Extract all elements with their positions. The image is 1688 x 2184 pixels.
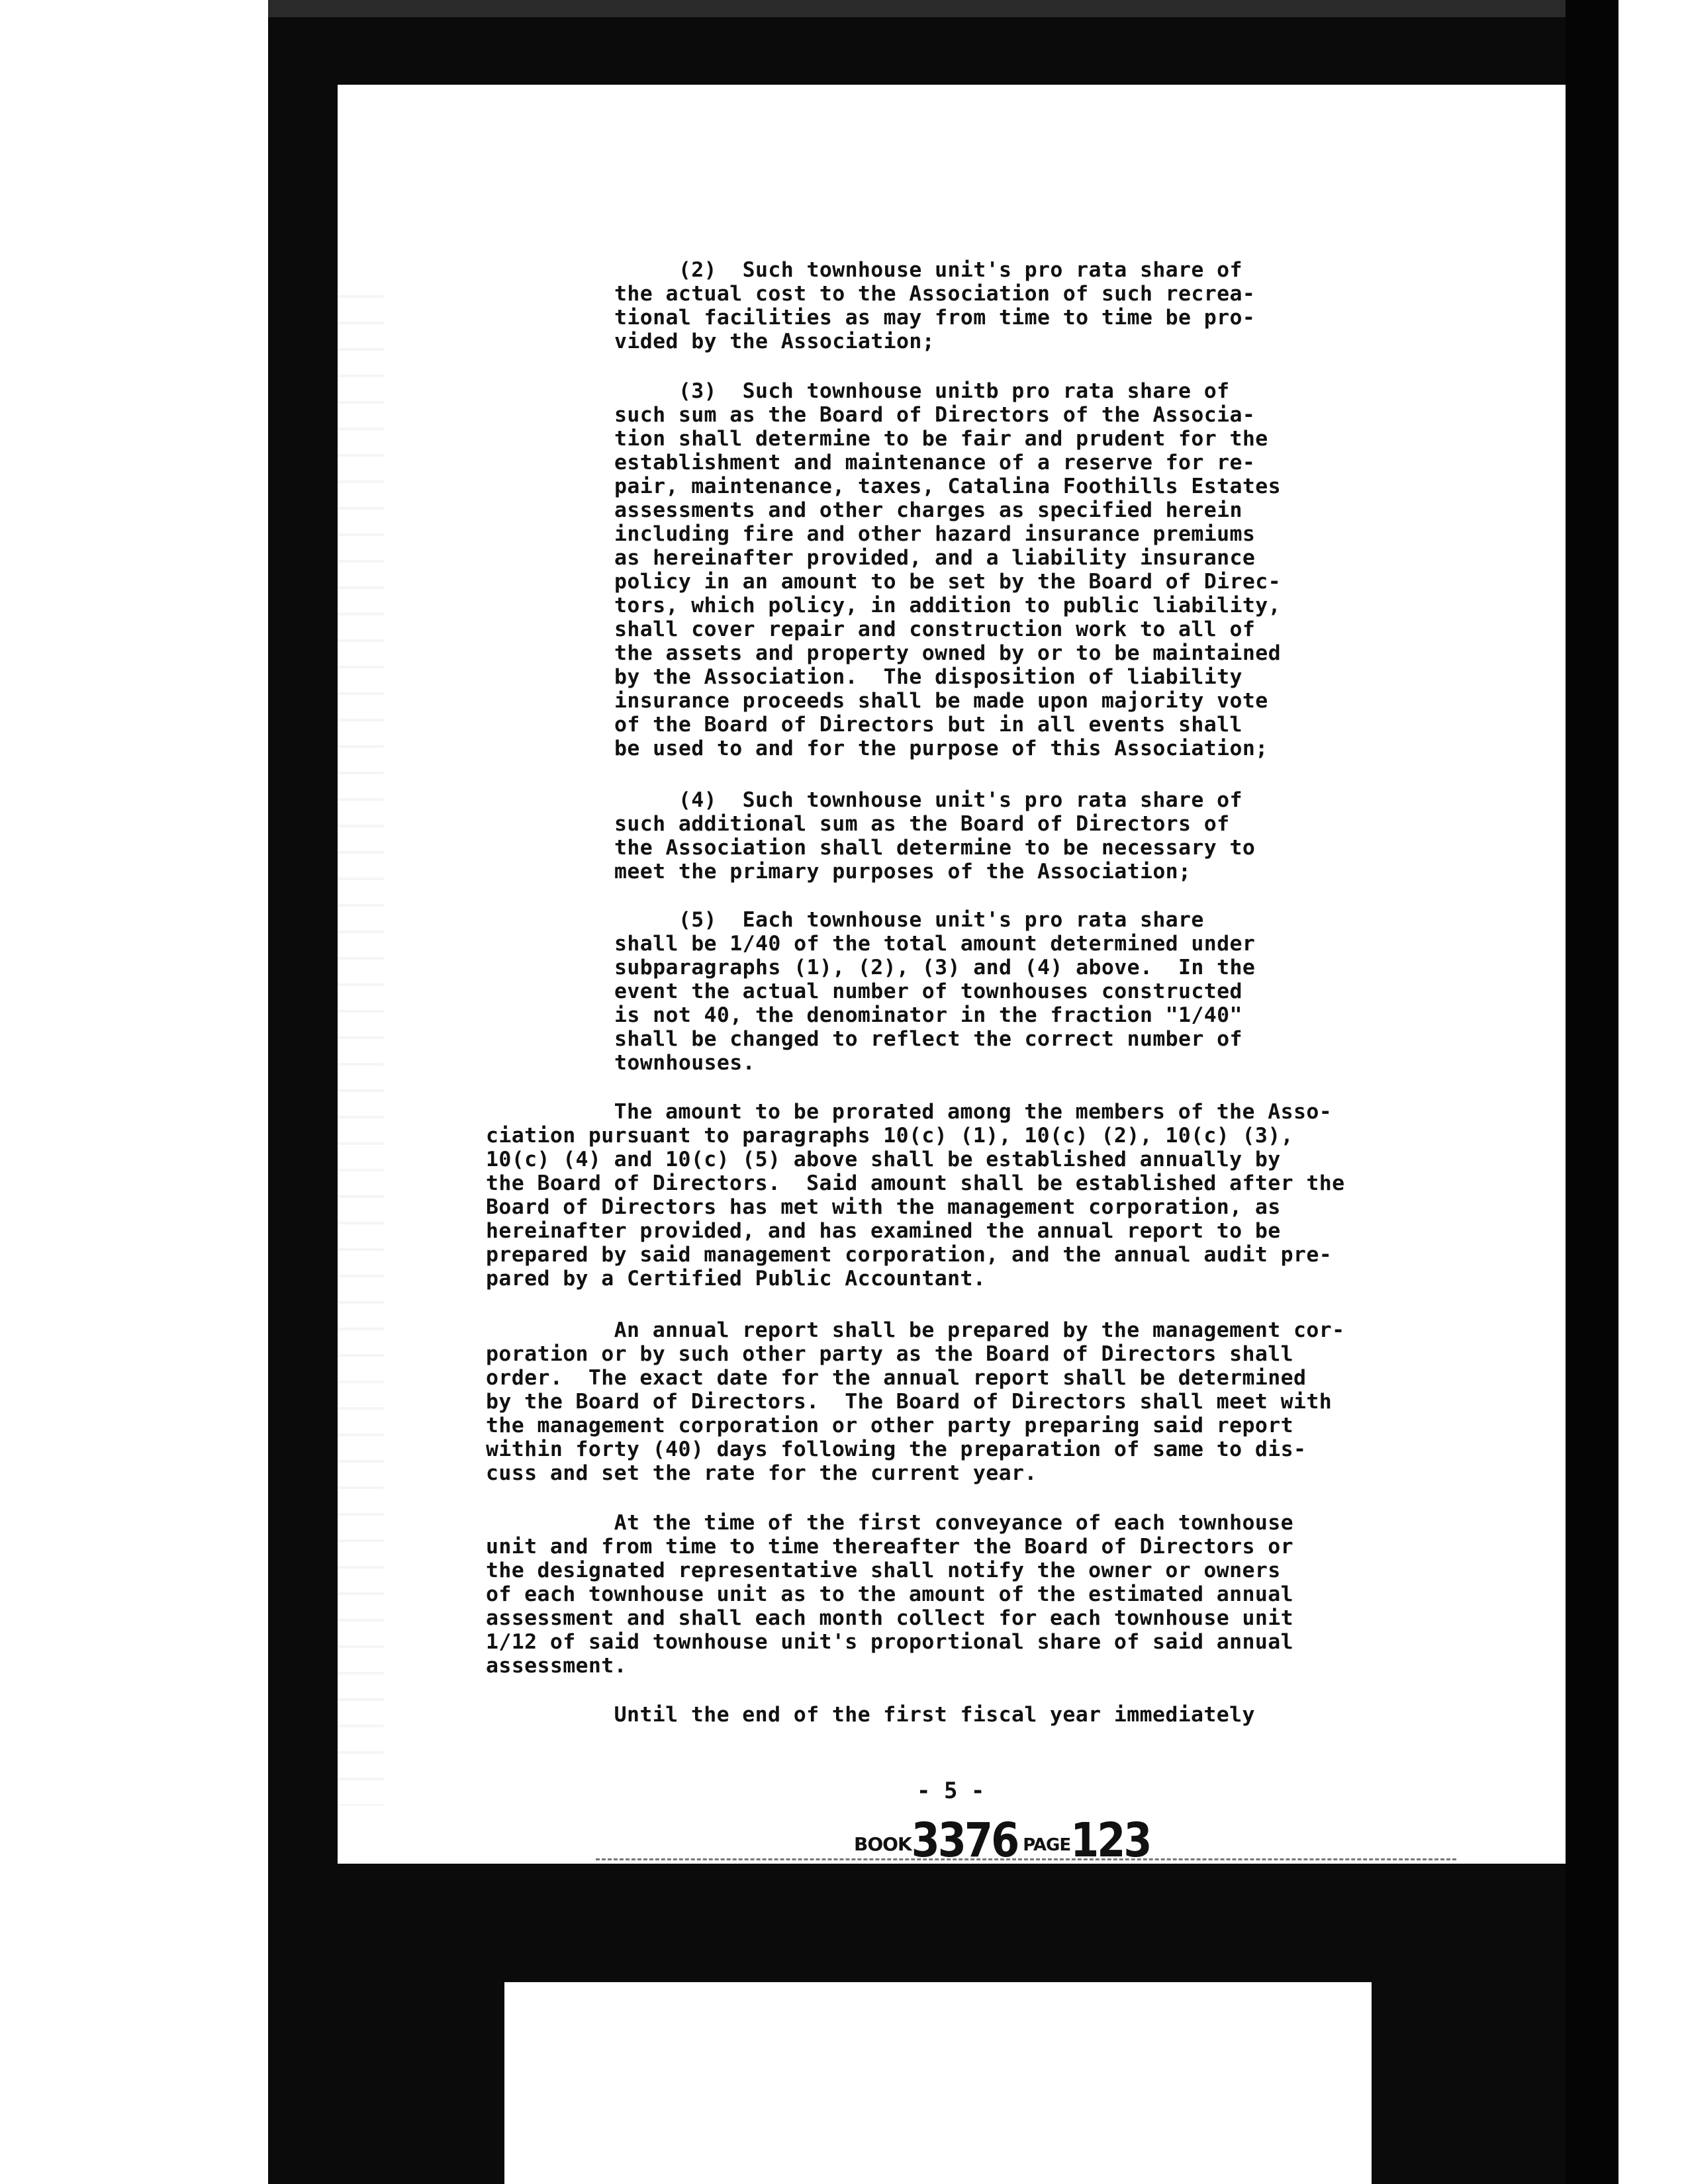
paragraph-first-conveyance: At the time of the first conveyance of each townhouse unit and from time to time thereafter the Board of Directors or the designated representative shall notify the owner or owners of each townhouse unit as to the amount of the estimated annual assessment and shall each month collect for each townhouse unit 1/12 of said townhouse unit's proportional share of said annual assessment. [486, 1511, 1293, 1678]
page-edge-noise [338, 283, 384, 1805]
book-number: 3376 [911, 1812, 1018, 1868]
frame-right-band [1566, 0, 1618, 2184]
frame-top-band [268, 0, 1618, 17]
subparagraph-2: (2) Such townhouse unit's pro rata share of the actual cost to the Association of such recrea- tional facilities as may from time to time be pro- vided by the Association; [614, 258, 1256, 353]
page-reference-number: 123 [1070, 1812, 1150, 1868]
bottom-paper-tab [504, 1982, 1372, 2184]
page-label: PAGE [1023, 1835, 1071, 1855]
paragraph-annual-report: An annual report shall be prepared by the management cor- poration or by such other party as the Board of Directors shall order. The exact date for the annual report shall be determined by the Board of Directors. The Board of Directors shall meet with the management corporation or other party preparing said report within forty (40) days following the preparation of same to dis- cuss and set the rate for the current year. [486, 1318, 1345, 1485]
paragraph-amount-prorated: The amount to be prorated among the members of the Asso- ciation pursuant to paragraphs 10(c) (1), 10(c) (2), 10(c) (3), 10(c) (4) and 10(c) (5) above shall be established annually by the Board of Directors. Said amount shall be established after the Board of Directors has met with the management corporation, as hereinafter provided, and has examined the annual report to be prepared by said management corporation, and the annual audit pre- pared by a Certified Public Accountant. [486, 1100, 1345, 1291]
subparagraph-5: (5) Each townhouse unit's pro rata share shall be 1/40 of the total amount determined under subparagraphs (1), (2), (3) and (4) above. In the event the actual number of townhouses constructed is not 40, the denominator in the fraction "1/40" shall be changed to reflect the correct number of townhouses. [614, 908, 1256, 1075]
paragraph-until-fiscal-year: Until the end of the first fiscal year immediately [486, 1703, 1255, 1727]
page-number: - 5 - [917, 1778, 985, 1804]
subparagraph-4: (4) Such townhouse unit's pro rata share of such additional sum as the Board of Directors of the Association shall determine to be necessary to meet the primary purposes of the Association; [614, 788, 1256, 884]
subparagraph-3: (3) Such townhouse unitb pro rata share of such sum as the Board of Directors of the Associa- tion shall determine to be fair and prudent for the establishment and maintenance of a reserve for re- pair, maintenance, taxes, Catalina Foothills Estates assessments and other charges as specified herein including fire and other hazard insurance premiums as hereinafter provided, and a liability insurance policy in an amount to be set by the Board of Direc- tors, which policy, in addition to public liability, shall cover repair and construction work to all of the assets and property owned by or to be maintained by the Association. The disposition of liability insurance proceeds shall be made upon majority vote of the Board of Directors but in all events shall be used to and for the purpose of this Association; [614, 379, 1281, 760]
recording-stamp [854, 1812, 1150, 1869]
book-label: BOOK [854, 1833, 912, 1855]
